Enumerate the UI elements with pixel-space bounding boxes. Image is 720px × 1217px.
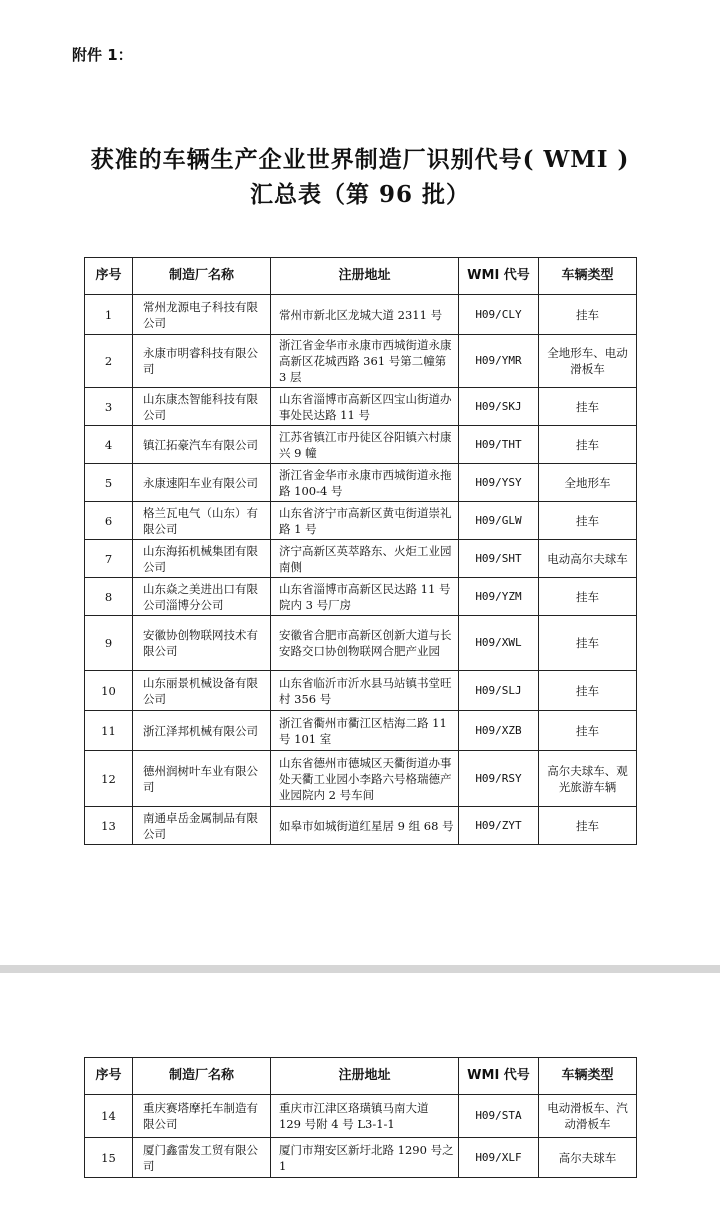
table-row (85, 502, 637, 540)
wmi-code: H09/GLW (459, 502, 539, 540)
manufacturer-name: 厦门鑫雷发工贸有限公司 (133, 1138, 271, 1178)
row-number: 10 (85, 671, 133, 711)
wmi-code: H09/YMR (459, 335, 539, 388)
table-row (85, 807, 637, 845)
manufacturer-name: 山东焱之美进出口有限公司淄博分公司 (133, 578, 271, 616)
vehicle-type: 挂车 (539, 426, 637, 464)
wmi-table (84, 257, 637, 845)
wmi-code: H09/ZYT (459, 807, 539, 845)
wmi-code: H09/YZM (459, 578, 539, 616)
registered-address: 山东省德州市德城区天衢街道办事处天衢工业园小李路六号格瑞德产业园院内 2 号车间 (271, 751, 459, 807)
vehicle-type: 电动高尔夫球车 (539, 540, 637, 578)
vehicle-type: 挂车 (539, 807, 637, 845)
manufacturer-name: 永康市明睿科技有限公司 (133, 335, 271, 388)
wmi-code: H09/SKJ (459, 388, 539, 426)
registered-address: 浙江省金华市永康市西城街道永拖路 100-4 号 (271, 464, 459, 502)
wmi-code: H09/XWL (459, 616, 539, 671)
column-header-address: 注册地址 (271, 1058, 459, 1095)
manufacturer-name: 重庆赛塔摩托车制造有限公司 (133, 1095, 271, 1138)
document-page-2 (0, 973, 720, 1217)
table-row (85, 388, 637, 426)
row-number: 14 (85, 1095, 133, 1138)
table-row (85, 616, 637, 671)
row-number: 7 (85, 540, 133, 578)
table-row (85, 540, 637, 578)
row-number: 11 (85, 711, 133, 751)
registered-address: 山东省淄博市高新区民达路 11 号院内 3 号厂房 (271, 578, 459, 616)
column-header-type: 车辆类型 (539, 1058, 637, 1095)
wmi-code: H09/YSY (459, 464, 539, 502)
row-number: 6 (85, 502, 133, 540)
table-row (85, 426, 637, 464)
row-number: 8 (85, 578, 133, 616)
registered-address: 浙江省衢州市衢江区桔海二路 11 号 101 室 (271, 711, 459, 751)
manufacturer-name: 山东康杰智能科技有限公司 (133, 388, 271, 426)
row-number: 12 (85, 751, 133, 807)
column-header-name: 制造厂名称 (133, 1058, 271, 1095)
table-row (85, 1095, 637, 1138)
row-number: 3 (85, 388, 133, 426)
wmi-code: H09/RSY (459, 751, 539, 807)
registered-address: 济宁高新区英萃路东、火炬工业园南侧 (271, 540, 459, 578)
row-number: 9 (85, 616, 133, 671)
registered-address: 山东省临沂市沂水县马站镇书堂旺村 356 号 (271, 671, 459, 711)
manufacturer-name: 南通卓岳金属制品有限公司 (133, 807, 271, 845)
table-row (85, 1138, 637, 1178)
document-subtitle: 汇总表（第 96 批） (249, 181, 471, 208)
column-header-wmi: WMI 代号 (459, 258, 539, 295)
row-number: 2 (85, 335, 133, 388)
table-row (85, 335, 637, 388)
row-number: 15 (85, 1138, 133, 1178)
attachment-label: 附件 1： (72, 46, 133, 64)
wmi-table-continued (84, 1057, 637, 1178)
vehicle-type: 挂车 (539, 502, 637, 540)
manufacturer-name: 德州润树叶车业有限公司 (133, 751, 271, 807)
manufacturer-name: 永康速阳车业有限公司 (133, 464, 271, 502)
row-number: 1 (85, 295, 133, 335)
table-row (85, 751, 637, 807)
column-header-name: 制造厂名称 (133, 258, 271, 295)
wmi-code: H09/STA (459, 1095, 539, 1138)
manufacturer-name: 安徽协创物联网技术有限公司 (133, 616, 271, 671)
manufacturer-name: 格兰瓦电气（山东）有限公司 (133, 502, 271, 540)
wmi-code: H09/XLF (459, 1138, 539, 1178)
vehicle-type: 全地形车 (539, 464, 637, 502)
manufacturer-name: 镇江拓豪汽车有限公司 (133, 426, 271, 464)
wmi-code: H09/SLJ (459, 671, 539, 711)
registered-address: 厦门市翔安区新圩北路 1290 号之 1 (271, 1138, 459, 1178)
vehicle-type: 挂车 (539, 578, 637, 616)
manufacturer-name: 浙江泽邦机械有限公司 (133, 711, 271, 751)
vehicle-type: 高尔夫球车 (539, 1138, 637, 1178)
wmi-code: H09/XZB (459, 711, 539, 751)
column-header-no: 序号 (85, 258, 133, 295)
table-row (85, 671, 637, 711)
registered-address: 山东省淄博市高新区四宝山街道办事处民达路 11 号 (271, 388, 459, 426)
page-separator (0, 965, 720, 973)
row-number: 13 (85, 807, 133, 845)
registered-address: 江苏省镇江市丹徒区谷阳镇六村康兴 9 幢 (271, 426, 459, 464)
registered-address: 山东省济宁市高新区黄屯街道崇礼路 1 号 (271, 502, 459, 540)
vehicle-type: 挂车 (539, 671, 637, 711)
vehicle-type: 挂车 (539, 711, 637, 751)
column-header-address: 注册地址 (271, 258, 459, 295)
registered-address: 如皋市如城街道红星居 9 组 68 号 (271, 807, 459, 845)
vehicle-type: 高尔夫球车、观光旅游车辆 (539, 751, 637, 807)
vehicle-type: 挂车 (539, 295, 637, 335)
registered-address: 浙江省金华市永康市西城街道永康高新区花城西路 361 号第二幢第 3 层 (271, 335, 459, 388)
row-number: 5 (85, 464, 133, 502)
registered-address: 重庆市江津区珞璜镇马南大道 129 号附 4 号 L3-1-1 (271, 1095, 459, 1138)
manufacturer-name: 常州龙源电子科技有限公司 (133, 295, 271, 335)
column-header-wmi: WMI 代号 (459, 1058, 539, 1095)
wmi-code: H09/SHT (459, 540, 539, 578)
manufacturer-name: 山东丽景机械设备有限公司 (133, 671, 271, 711)
table-header-row (85, 258, 637, 295)
vehicle-type: 挂车 (539, 616, 637, 671)
vehicle-type: 挂车 (539, 388, 637, 426)
column-header-type: 车辆类型 (539, 258, 637, 295)
wmi-code: H09/CLY (459, 295, 539, 335)
table-row (85, 578, 637, 616)
row-number: 4 (85, 426, 133, 464)
table-row (85, 464, 637, 502)
table-header-row (85, 1058, 637, 1095)
vehicle-type: 全地形车、电动滑板车 (539, 335, 637, 388)
column-header-no: 序号 (85, 1058, 133, 1095)
registered-address: 安徽省合肥市高新区创新大道与长安路交口协创物联网合肥产业园 (271, 616, 459, 671)
wmi-code: H09/THT (459, 426, 539, 464)
table-row (85, 711, 637, 751)
registered-address: 常州市新北区龙城大道 2311 号 (271, 295, 459, 335)
manufacturer-name: 山东海拓机械集团有限公司 (133, 540, 271, 578)
document-title: 获准的车辆生产企业世界制造厂识别代号( WMI ) (90, 146, 630, 173)
vehicle-type: 电动滑板车、汽动滑板车 (539, 1095, 637, 1138)
table-row (85, 295, 637, 335)
